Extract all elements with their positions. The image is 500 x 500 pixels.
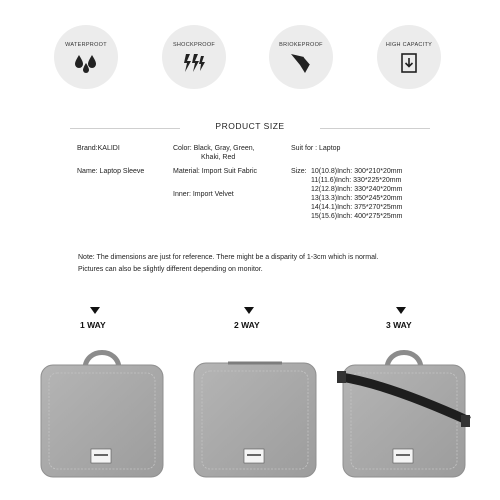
section-title: PRODUCT SIZE (215, 121, 285, 131)
brand-text: Brand:KALIDI (77, 145, 120, 152)
size-row: 13(13.3)Inch: 350*245*20mm (311, 195, 403, 202)
size-row: 10(10.8)Inch: 300*210*20mm (311, 168, 403, 175)
arrow-down-icon (396, 307, 406, 314)
high-capacity-badge (377, 25, 441, 89)
size-row: 12(12.8)Inch: 330*240*20mm (311, 186, 403, 193)
bag-sleeve-image (188, 335, 322, 485)
size-row: 11(11.6)Inch: 330*225*20mm (311, 177, 402, 184)
bag-with-handles-image (35, 335, 169, 485)
note-line-2: Pictures can also be slightly different depending on monitor. (78, 266, 263, 273)
badge-label: HIGH CAPACITY (385, 42, 433, 48)
arrow-down-icon (244, 307, 254, 314)
shock-lines-icon (181, 51, 207, 75)
color-text: Color: Black, Gray, Green, (173, 145, 255, 152)
note-line-1: Note: The dimensions are just for reference. There might be a disparity of 1-3cm which is normal. (78, 254, 379, 261)
size-row: 15(15.6)Inch: 400*275*25mm (311, 213, 403, 220)
way-label-3: 3 WAY (386, 320, 412, 330)
size-label: Size: (291, 168, 307, 175)
badge-label: WATERPROOT (65, 42, 107, 48)
way-label-2: 2 WAY (234, 320, 260, 330)
inner-text: Inner: Import Velvet (173, 191, 234, 198)
box-download-icon (396, 51, 422, 75)
size-row: 14(14.1)Inch: 375*270*25mm (311, 204, 403, 211)
color-text-2: Khaki, Red (201, 154, 236, 161)
shockproof-badge (162, 25, 226, 89)
bag-with-strap-image (337, 335, 471, 485)
suit-for-text: Suit for : Laptop (291, 145, 341, 152)
blade-icon (288, 51, 314, 75)
breakproof-badge (269, 25, 333, 89)
material-text: Material: Import Suit Fabric (173, 168, 258, 175)
badge-label: SHOCKPROOF (172, 42, 216, 48)
way-label-1: 1 WAY (80, 320, 106, 330)
divider-right (320, 128, 430, 129)
arrow-down-icon (90, 307, 100, 314)
water-drops-icon (73, 51, 99, 75)
waterproof-badge (54, 25, 118, 89)
name-text: Name: Laptop Sleeve (77, 168, 145, 175)
badge-label: BRIOKEPROOF (279, 42, 323, 48)
